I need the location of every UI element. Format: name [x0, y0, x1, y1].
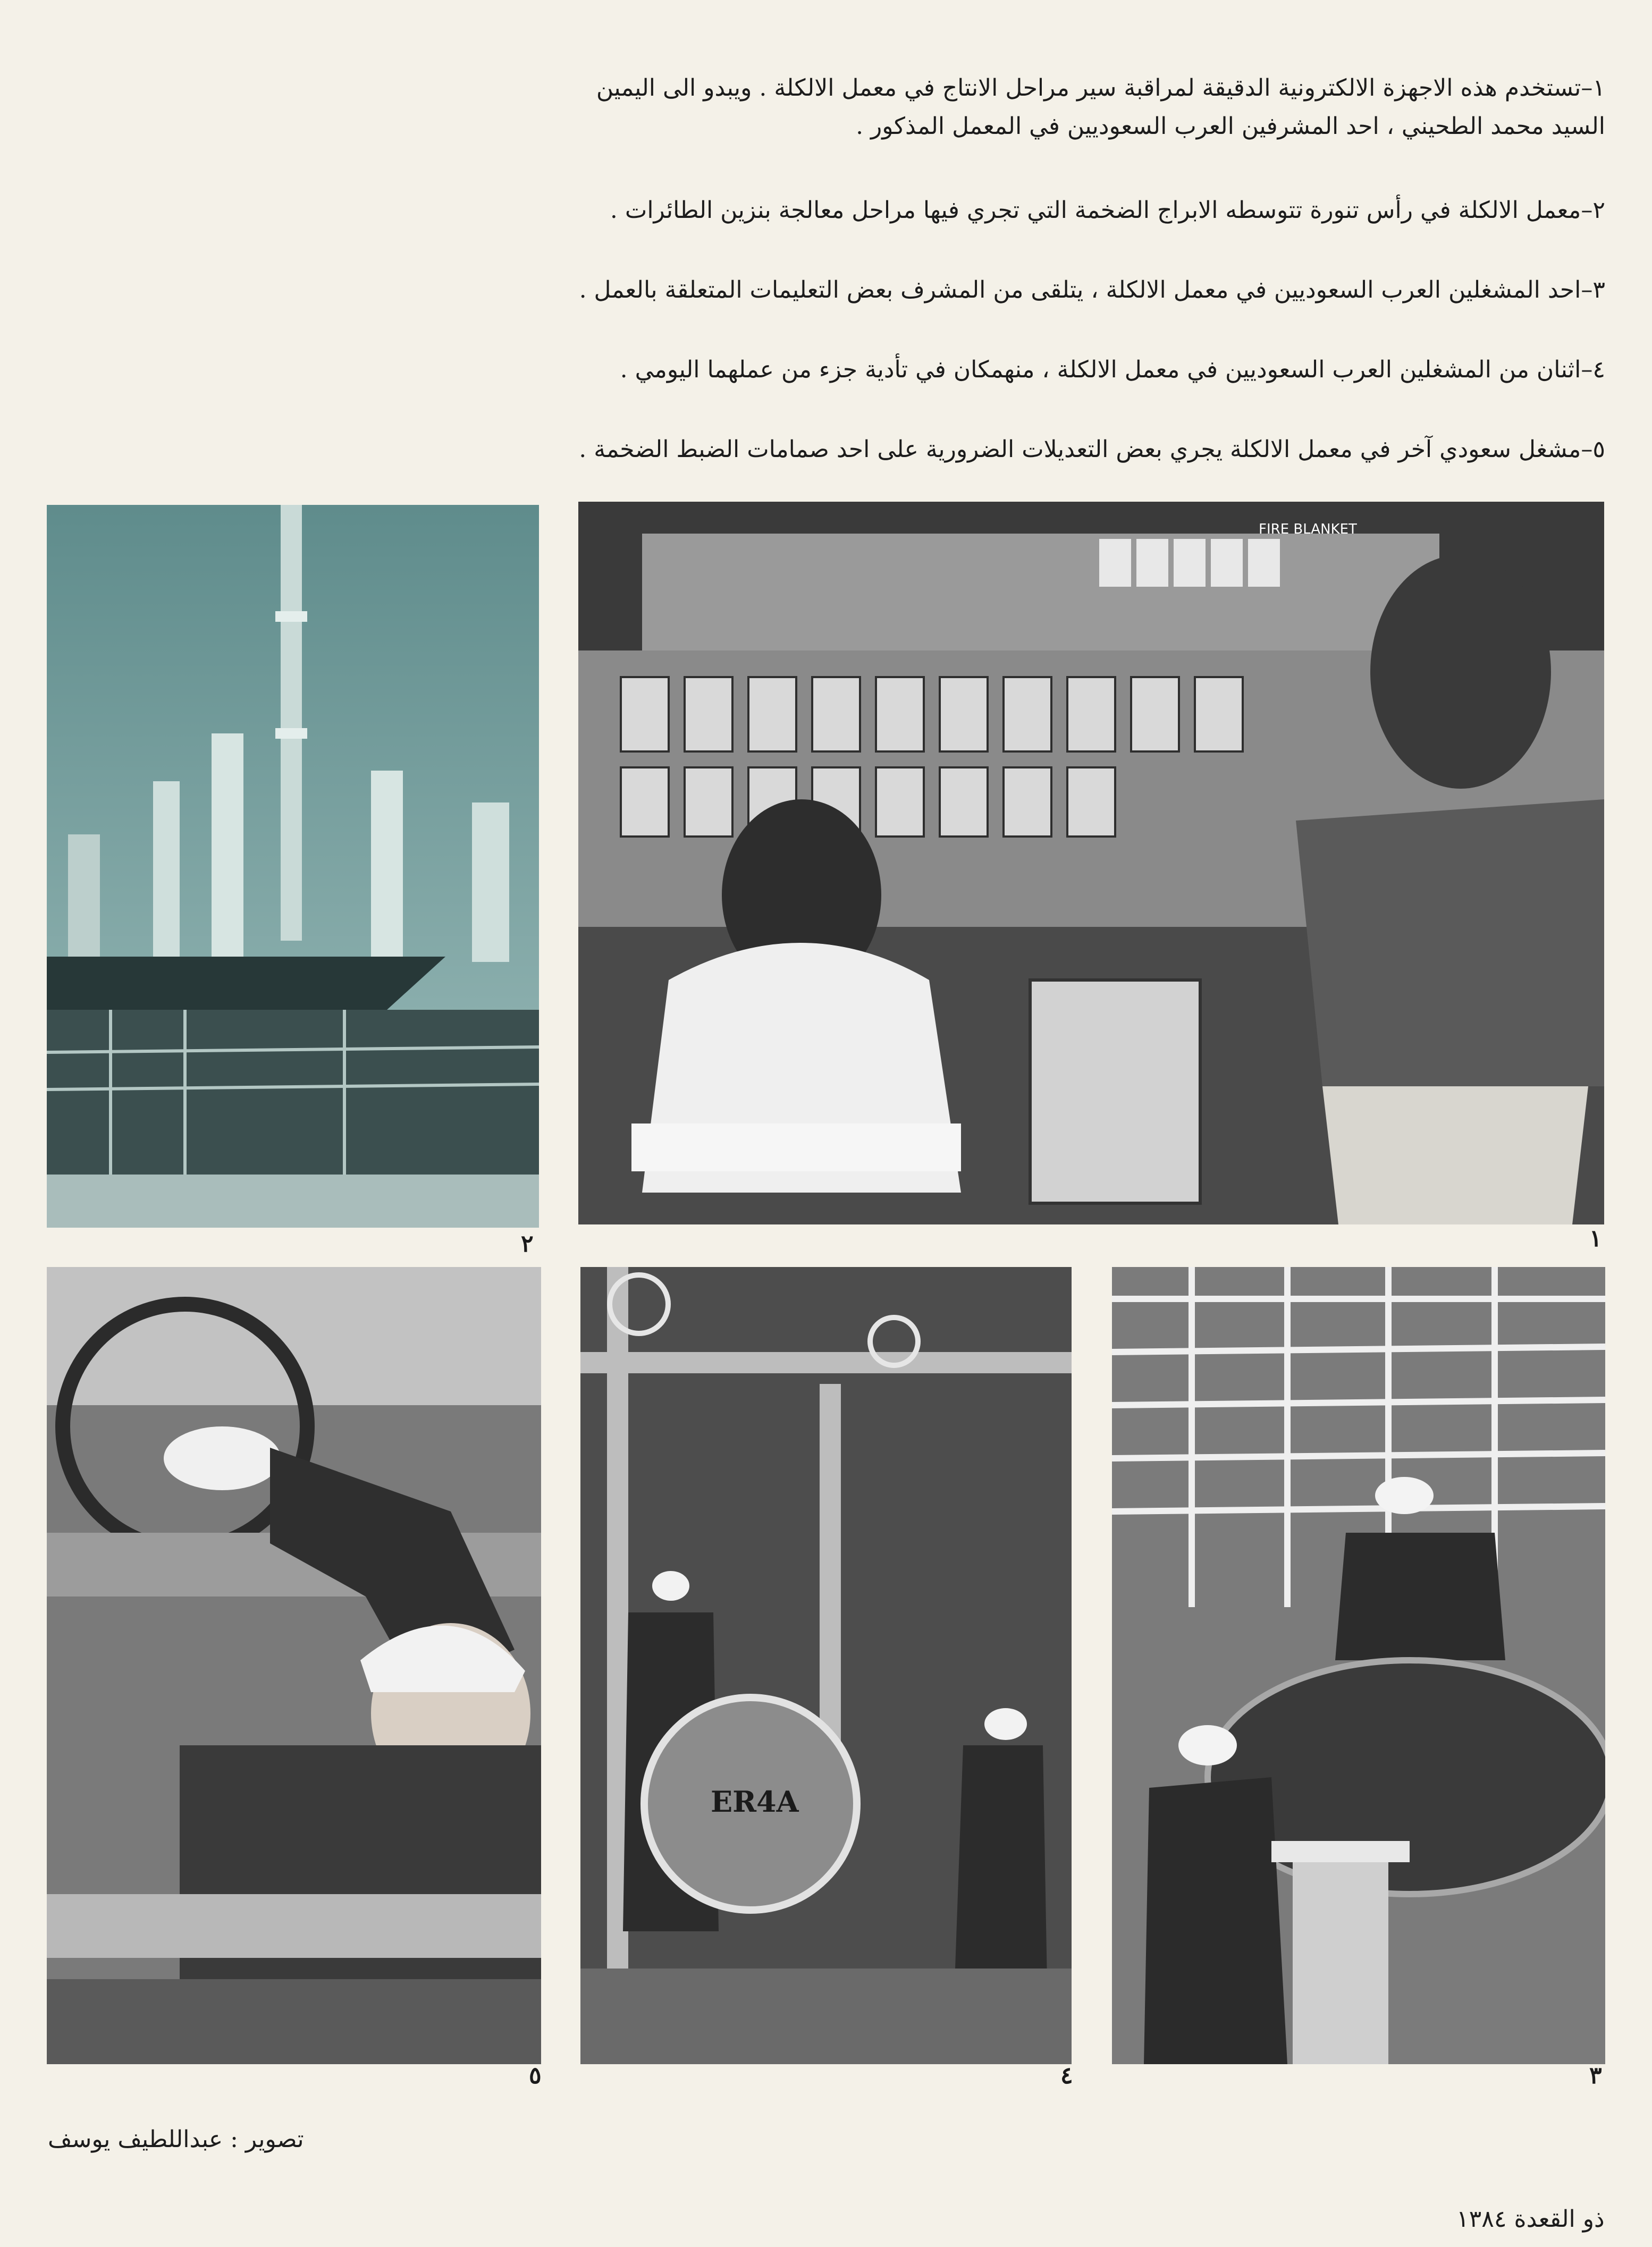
control-room-image — [578, 502, 1604, 1224]
caption-2: ٢–معمل الالكلة في رأس تنورة تتوسطه الابراج الضخمة التي تجري فيها مراحل معالجة بنزين الطائرات . — [610, 197, 1605, 224]
photo-number-1: ١ — [1589, 1225, 1602, 1252]
caption-4: ٤–اثنان من المشغلين العرب السعوديين في معمل الالكلة ، منهمكان في تأدية جزء من عملهما اليومي . — [620, 356, 1605, 383]
er4a-label: ER4A — [711, 1785, 799, 1819]
photo-refinery-towers — [47, 505, 539, 1228]
operator-instructions-image — [1112, 1267, 1605, 2064]
fire-blanket-sign: FIRE BLANKET — [1259, 521, 1357, 537]
refinery-towers-image — [47, 505, 539, 1228]
photo-number-5: ٥ — [529, 2062, 542, 2089]
two-operators-image — [580, 1267, 1072, 2064]
photo-control-room — [578, 502, 1604, 1224]
photo-two-operators — [580, 1267, 1072, 2064]
photo-operator-instructions — [1112, 1267, 1605, 2064]
photo-number-3: ٣ — [1589, 2062, 1602, 2089]
caption-1: ١–تستخدم هذه الاجهزة الالكترونية الدقيقة لمراقبة سير مراحل الانتاج في معمل الالكلة . ويبدو الى اليمين السيد محمد الطحيني ، احد المشرفين العرب السعوديين في المعمل المذكور . — [596, 74, 1605, 140]
issue-date: ذو القعدة ١٣٨٤ — [1456, 2206, 1605, 2233]
valve-worker-image — [47, 1267, 541, 2064]
photo-number-2: ٢ — [521, 1230, 534, 1257]
caption-3: ٣–احد المشغلين العرب السعوديين في معمل الالكلة ، يتلقى من المشرف بعض التعليمات المتعلقة بالعمل . — [579, 276, 1605, 303]
caption-5: ٥–مشغل سعودي آخر في معمل الالكلة يجري بعض التعديلات الضرورية على احد صمامات الضبط الضخمة . — [579, 436, 1605, 463]
photo-number-4: ٤ — [1060, 2062, 1073, 2089]
photo-valve-worker — [47, 1267, 541, 2064]
photo-credit: تصوير : عبداللطيف يوسف — [48, 2126, 304, 2153]
